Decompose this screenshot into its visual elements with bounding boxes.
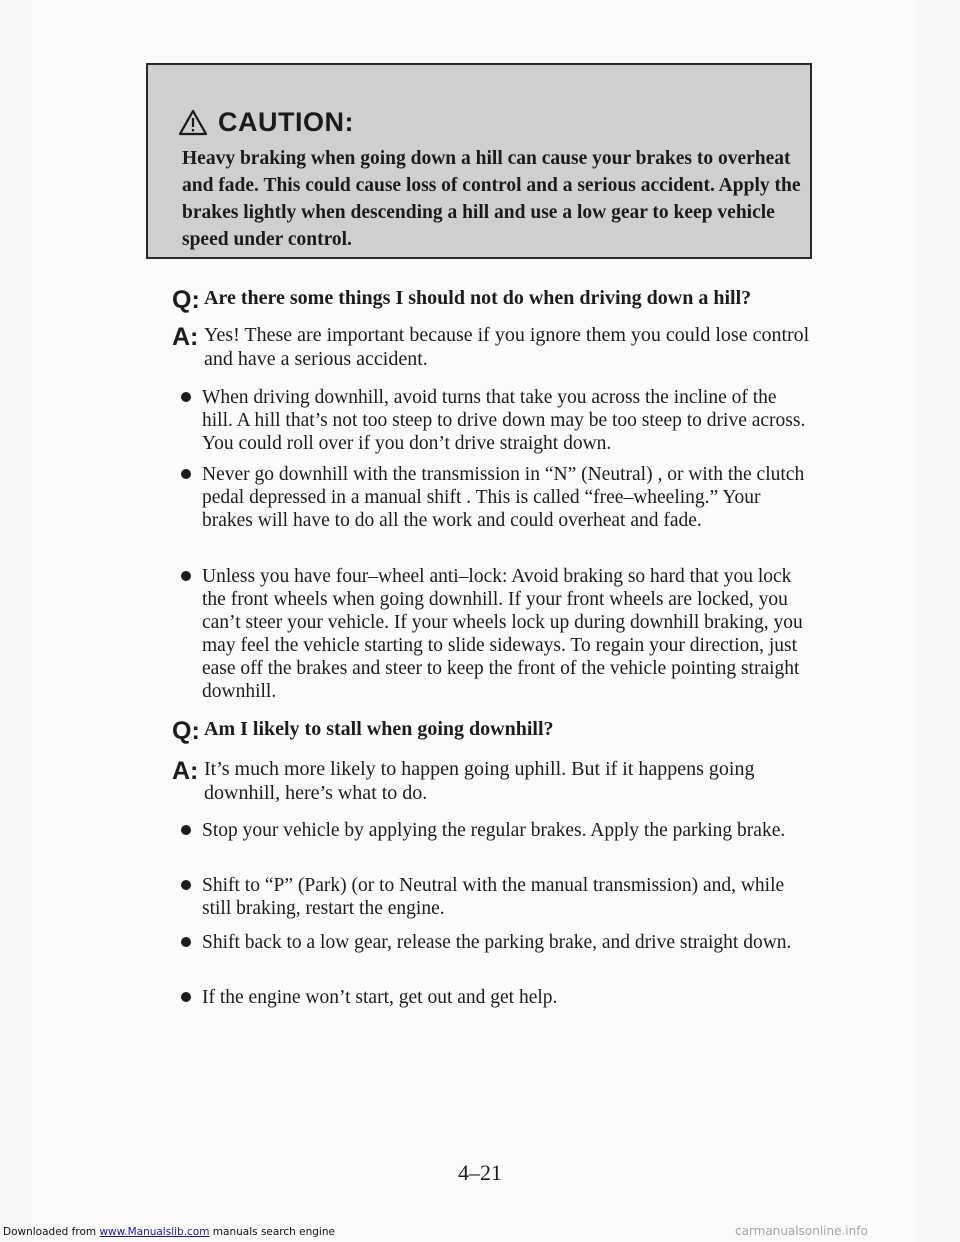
page-number: 4–21 [458, 1160, 502, 1185]
question-label: Q: [172, 286, 200, 314]
bullet-text: Never go downhill with the transmission in “N” (Neutral) , or with the clutch pedal depressed in a manual shift . This is called “free–wheeling.” Your brakes will have to do all the work and could overheat and fade. [202, 464, 805, 531]
answer-label: A: [172, 323, 199, 351]
bullet-text: Shift back to a low gear, release the parking brake, and drive straight down. [202, 932, 792, 953]
bullet-icon [181, 469, 191, 479]
bullet-text: If the engine won’t start, get out and get help. [202, 987, 558, 1008]
site-watermark: carmanualsonline.info [735, 1224, 868, 1238]
bullet-item [181, 986, 811, 1009]
bullet-item [181, 463, 811, 532]
bullet-text: Unless you have four–wheel anti–lock: Avoid braking so hard that you lock the front wheels when going downhill. If your front wheels are locked, you can’t steer your vehicle. If your wheels lock up during downhill braking, you may feel the vehicle starting to slide sideways. To regain your direction, just ease off the brakes and steer to keep the front of the vehicle pointing straight downhill. [202, 566, 803, 702]
question-text: Am I likely to stall when going downhill? [204, 718, 554, 740]
bullet-icon [181, 571, 191, 581]
warning-triangle-icon [178, 109, 208, 136]
bullet-icon [181, 825, 191, 835]
download-footer [3, 1226, 335, 1238]
answer-1 [172, 323, 812, 371]
bullet-text: Stop your vehicle by applying the regular brakes. Apply the parking brake. [202, 820, 786, 841]
footer-suffix: manuals search engine [209, 1226, 335, 1238]
answer-label: A: [172, 757, 199, 785]
caution-box [146, 63, 812, 259]
manualslib-link[interactable]: www.Manualslib.com [99, 1226, 210, 1238]
bullet-text: Shift to “P” (Park) (or to Neutral with the manual transmission) and, while still braking, restart the engine. [202, 875, 785, 919]
bullet-icon [181, 992, 191, 1002]
answer-text: It’s much more likely to happen going uphill. But if it happens going downhill, here’s what to do. [204, 758, 755, 804]
bullet-icon [181, 880, 191, 890]
bullet-text: When driving downhill, avoid turns that take you across the incline of the hill. A hill that’s not too steep to drive down may be too steep to drive across. You could roll over if you don’t drive straight down. [202, 387, 806, 454]
caution-text: Heavy braking when going down a hill can cause your brakes to overheat and fade. This could cause loss of control and a serious accident. Apply the brakes lightly when descending a hill and use a low gear to keep vehicle speed under control. [182, 148, 801, 250]
question-1 [172, 286, 812, 314]
question-label: Q: [172, 717, 200, 745]
caution-heading-text: CAUTION: [218, 107, 354, 137]
question-text: Are there some things I should not do when driving down a hill? [204, 287, 752, 309]
bullet-item [181, 874, 811, 920]
bullet-item [181, 931, 811, 954]
answer-text: Yes! These are important because if you ignore them you could lose control and have a serious accident. [204, 324, 810, 370]
footer-prefix: Downloaded from [3, 1226, 100, 1238]
answer-2 [172, 757, 812, 805]
question-2 [172, 717, 812, 745]
bullet-icon [181, 937, 191, 947]
bullet-item [181, 386, 811, 455]
bullet-item [181, 565, 811, 703]
bullet-icon [181, 392, 191, 402]
bullet-item [181, 819, 811, 842]
caution-heading [178, 107, 354, 138]
